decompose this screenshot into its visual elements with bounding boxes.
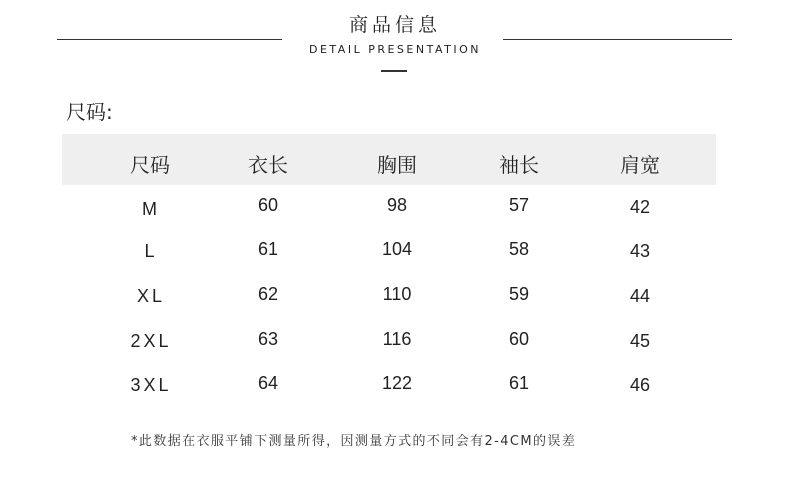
cell-chest: 98 <box>386 195 408 215</box>
cell-length: 62 <box>257 284 279 304</box>
cell-sleeve: 60 <box>508 329 530 349</box>
cell-length: 64 <box>257 373 279 393</box>
measurement-footnote: *此数据在衣服平铺下测量所得，因测量方式的不同会有2-4CM的误差 <box>131 434 577 449</box>
cell-shoulder: 44 <box>629 286 651 306</box>
cell-size: M <box>142 199 160 219</box>
cell-chest: 110 <box>382 284 412 304</box>
title-underline-dash <box>381 70 407 72</box>
cell-length: 60 <box>257 195 279 215</box>
cell-sleeve: 57 <box>508 195 530 215</box>
cell-sleeve: 58 <box>508 239 530 259</box>
cell-shoulder: 43 <box>629 241 651 261</box>
column-header-sleeve: 袖长 <box>499 153 539 177</box>
column-header-length: 衣长 <box>248 153 288 177</box>
cell-sleeve: 61 <box>508 373 530 393</box>
cell-length: 61 <box>257 239 279 259</box>
cell-chest: 116 <box>382 329 412 349</box>
page-title: 商品信息 <box>348 14 441 36</box>
cell-chest: 104 <box>381 239 413 259</box>
cell-size: XL <box>136 286 166 306</box>
cell-sleeve: 59 <box>508 284 530 304</box>
cell-size: L <box>144 241 158 261</box>
column-header-chest: 胸围 <box>377 153 417 177</box>
page-subtitle: DETAIL PRESENTATION <box>309 43 481 56</box>
cell-size: 3XL <box>130 375 172 395</box>
cell-shoulder: 46 <box>629 375 651 395</box>
title-rule-right <box>503 39 732 40</box>
cell-shoulder: 42 <box>629 197 651 217</box>
cell-chest: 122 <box>381 373 413 393</box>
column-header-shoulder: 肩宽 <box>620 153 660 177</box>
cell-shoulder: 45 <box>629 331 651 351</box>
section-label: 尺码: <box>66 100 113 124</box>
cell-length: 63 <box>257 329 279 349</box>
title-rule-left <box>57 39 282 40</box>
cell-size: 2XL <box>130 331 172 351</box>
column-header-size: 尺码 <box>130 153 170 177</box>
